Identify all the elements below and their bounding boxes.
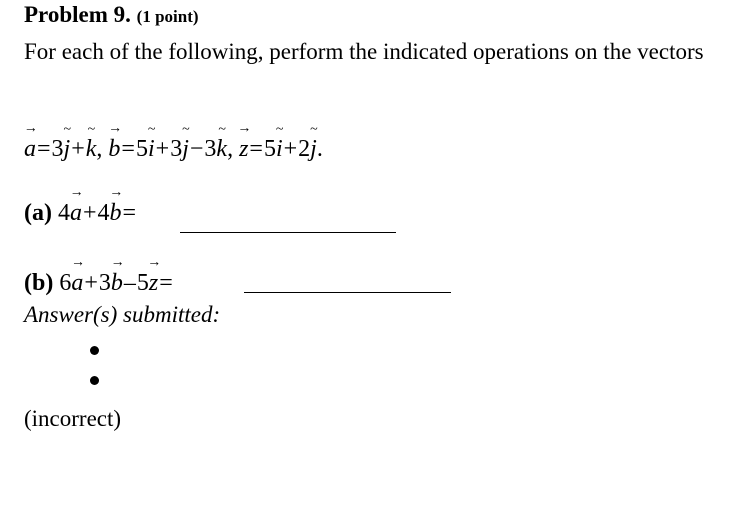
part-b-label: (b) <box>24 270 54 296</box>
part-a-answer-input[interactable] <box>180 206 396 233</box>
vector-definitions: a →=3j ~+k ~, b →=5i ~+3j ~−3k ~, z →=5i ~+2j ~. <box>24 136 323 163</box>
problem-points: (1 point) <box>136 7 199 26</box>
problem-number: Problem 9. <box>24 2 131 27</box>
submitted-answers-label: Answer(s) submitted: <box>24 302 221 327</box>
part-b-question: (b) 6a →+3b →–5z →= <box>24 270 174 297</box>
vector-b-symbol: b → <box>108 136 120 163</box>
part-a-question: (a) 4a →+4b →= <box>24 200 137 227</box>
part-b-answer-input[interactable] <box>244 266 451 293</box>
problem-instructions: For each of the following, perform the indicated operations on the vectors <box>24 39 704 64</box>
submitted-answer-bullet <box>90 346 99 355</box>
vector-z-symbol: z → <box>239 136 248 163</box>
vector-a-symbol: a → <box>24 136 36 163</box>
submitted-answer-bullet <box>90 376 99 385</box>
answer-status: (incorrect) <box>24 406 122 431</box>
problem-title <box>24 0 199 32</box>
part-a-label: (a) <box>24 200 52 226</box>
